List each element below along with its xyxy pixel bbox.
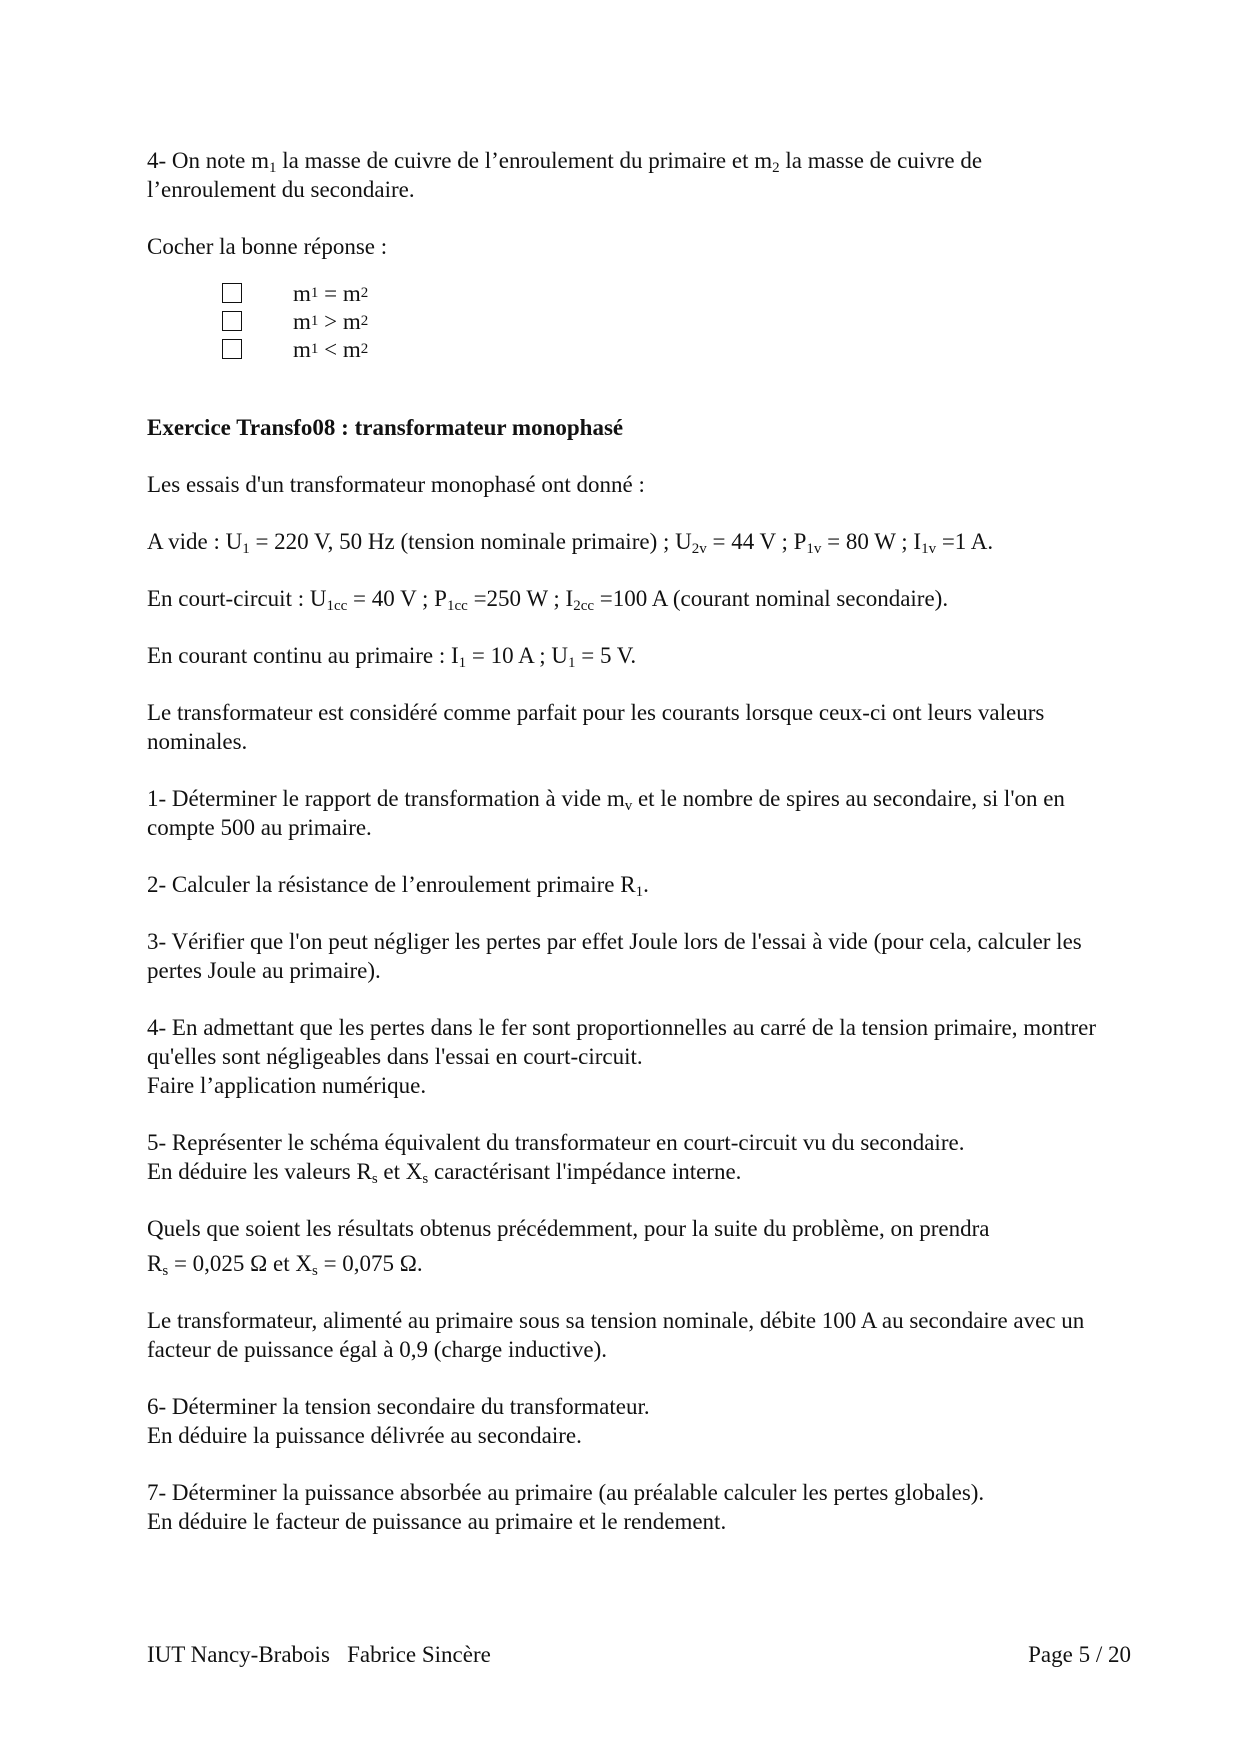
subscript: s bbox=[311, 1263, 318, 1279]
text: = 0,025 Ω et X bbox=[168, 1251, 312, 1276]
text: caractérisant l'impédance interne. bbox=[428, 1159, 742, 1184]
text: < m bbox=[318, 336, 361, 362]
text: En courant continu au primaire : I bbox=[147, 643, 459, 668]
text: En déduire les valeurs R bbox=[147, 1159, 372, 1184]
subscript: 1cc bbox=[326, 598, 348, 614]
page-number: Page 5 / 20 bbox=[1028, 1642, 1131, 1667]
given-values-numbers bbox=[147, 1249, 1097, 1278]
text: =100 A (courant nominal secondaire). bbox=[594, 586, 949, 611]
given-values-text: Quels que soient les résultats obtenus précédemment, pour la suite du problème, on prendra bbox=[147, 1216, 990, 1241]
question-5-deduce bbox=[147, 1157, 1097, 1186]
subscript: 1 bbox=[458, 655, 467, 671]
question-1 bbox=[147, 784, 1097, 842]
text: =250 W ; I bbox=[467, 586, 574, 611]
subscript: s bbox=[422, 1171, 429, 1187]
question-3: 3- Vérifier que l'on peut négliger les pertes par effet Joule lors de l'essai à vide (pour cela, calculer les pertes Joule au primaire). bbox=[147, 929, 1082, 983]
subscript: 1 bbox=[269, 160, 277, 176]
text: = 44 V ; P bbox=[706, 529, 807, 554]
subscript: 1cc bbox=[446, 598, 468, 614]
checkbox[interactable] bbox=[222, 311, 242, 331]
text: = 220 V, 50 Hz (tension nominale primaire) ; U bbox=[249, 529, 692, 554]
text: = m bbox=[318, 280, 361, 306]
subscript: v bbox=[624, 798, 633, 814]
test-no-load bbox=[147, 527, 1097, 556]
text: la masse de cuivre de l’enroulement du secondaire. bbox=[147, 148, 983, 202]
text: A vide : U bbox=[147, 529, 243, 554]
question-2 bbox=[147, 870, 1097, 899]
subscript: 1 bbox=[567, 655, 576, 671]
subscript: 2 bbox=[772, 160, 780, 176]
question-7-deduce: En déduire le facteur de puissance au primaire et le rendement. bbox=[147, 1509, 727, 1534]
text: m bbox=[293, 308, 311, 334]
text: = 10 A ; U bbox=[466, 643, 568, 668]
text: et X bbox=[377, 1159, 423, 1184]
load-condition: Le transformateur, alimenté au primaire sous sa tension nominale, débite 100 A au secondaire avec un facteur de puissance égal à 0,9 (charge inductive). bbox=[147, 1308, 1085, 1362]
question-4-numeric: Faire l’application numérique. bbox=[147, 1073, 427, 1098]
checkbox[interactable] bbox=[222, 283, 242, 303]
question-6-text: 6- Déterminer la tension secondaire du transformateur. bbox=[147, 1394, 650, 1419]
subscript: 1v bbox=[806, 541, 822, 557]
text: = 40 V ; P bbox=[347, 586, 447, 611]
choice-less[interactable]: m 1 < m 2 bbox=[222, 335, 1097, 363]
text: = 0,075 Ω. bbox=[317, 1251, 423, 1276]
exercise-title: Exercice Transfo08 : transformateur monophasé bbox=[147, 415, 624, 440]
footer-author: IUT Nancy-Brabois Fabrice Sincère bbox=[147, 1642, 491, 1667]
subscript: 2cc bbox=[573, 598, 595, 614]
subscript: s bbox=[371, 1171, 378, 1187]
document-body bbox=[147, 146, 1097, 1536]
text: R bbox=[147, 1251, 163, 1276]
checkbox[interactable] bbox=[222, 339, 242, 359]
text: . bbox=[643, 872, 649, 897]
test-short-circuit bbox=[147, 584, 1097, 613]
question-4-mass bbox=[147, 146, 1097, 204]
text: 1- Déterminer le rapport de transformation à vide m bbox=[147, 786, 625, 811]
question-4 bbox=[147, 1013, 1097, 1100]
text: 4- On note m bbox=[147, 148, 270, 173]
intro: Les essais d'un transformateur monophasé ont donné : bbox=[147, 472, 645, 497]
subscript: 1v bbox=[921, 541, 937, 557]
answer-choices bbox=[222, 279, 1097, 363]
test-dc bbox=[147, 641, 1097, 670]
question-7 bbox=[147, 1478, 1097, 1536]
text: m bbox=[293, 280, 311, 306]
choice-equal[interactable]: m 1 = m 2 bbox=[222, 279, 1097, 307]
text: = 80 W ; I bbox=[821, 529, 922, 554]
ideal-assumption: Le transformateur est considéré comme parfait pour les courants lorsque ceux-ci ont leurs valeurs nominales. bbox=[147, 700, 1045, 754]
question-5 bbox=[147, 1128, 1097, 1186]
subscript: 2v bbox=[691, 541, 707, 557]
question-5-text: 5- Représenter le schéma équivalent du transformateur en court-circuit vu du secondaire. bbox=[147, 1130, 965, 1155]
text: m bbox=[293, 336, 311, 362]
question-6-deduce: En déduire la puissance délivrée au secondaire. bbox=[147, 1423, 582, 1448]
text: 2- Calculer la résistance de l’enroulement primaire R bbox=[147, 872, 636, 897]
text: > m bbox=[318, 308, 361, 334]
question-4-text: 4- En admettant que les pertes dans le fer sont proportionnelles au carré de la tension primaire, montrer qu'elles sont négligeables dans l'essai en court-circuit. bbox=[147, 1015, 1097, 1069]
text: et le nombre de spires au secondaire, si l'on en compte 500 au primaire. bbox=[147, 786, 1065, 840]
subscript: s bbox=[162, 1263, 169, 1279]
subscript: 1 bbox=[242, 541, 250, 557]
text: = 5 V. bbox=[575, 643, 637, 668]
choice-greater[interactable]: m 1 > m 2 bbox=[222, 307, 1097, 335]
page-footer bbox=[147, 1642, 1131, 1668]
subscript: 1 bbox=[635, 884, 644, 900]
instruction: Cocher la bonne réponse : bbox=[147, 234, 388, 259]
text: En court-circuit : U bbox=[147, 586, 327, 611]
text: =1 A. bbox=[936, 529, 994, 554]
question-7-text: 7- Déterminer la puissance absorbée au primaire (au préalable calculer les pertes globales). bbox=[147, 1480, 985, 1505]
text: la masse de cuivre de l’enroulement du primaire et m bbox=[276, 148, 773, 173]
given-values bbox=[147, 1214, 1097, 1278]
question-6 bbox=[147, 1392, 1097, 1450]
